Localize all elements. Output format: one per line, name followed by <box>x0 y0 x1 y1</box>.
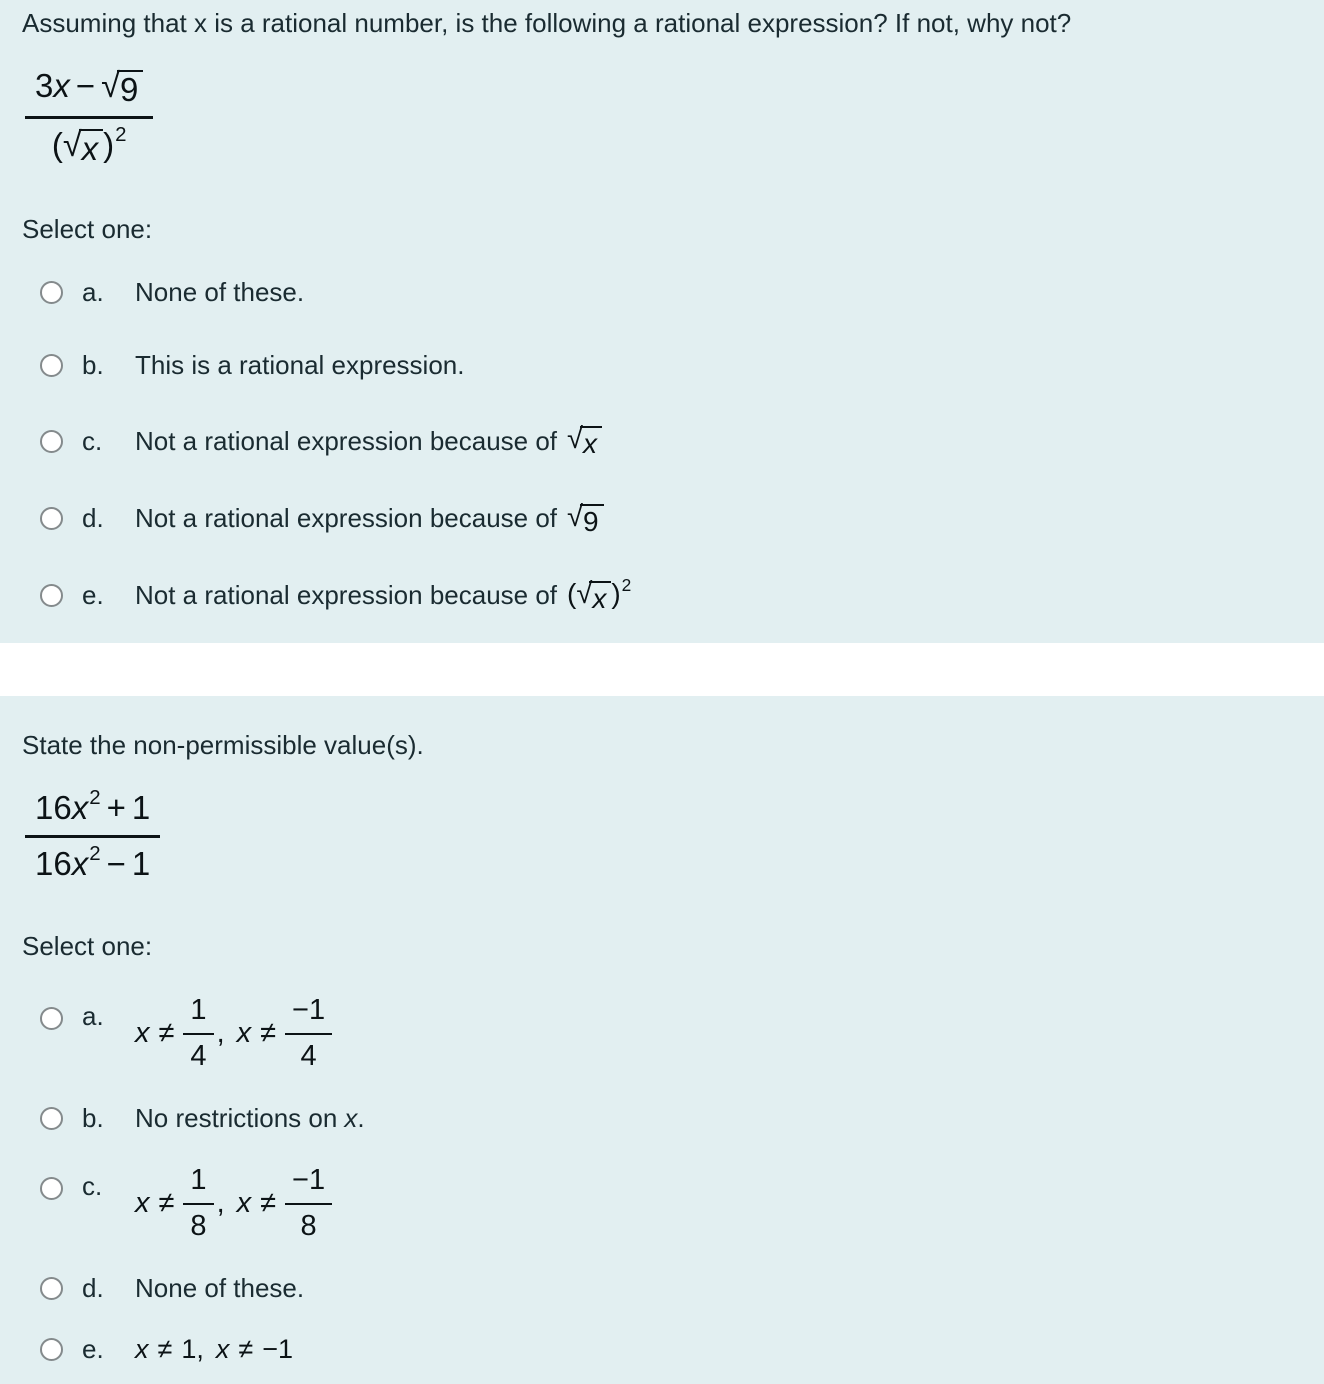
variable-x: x <box>135 1334 149 1365</box>
option-letter: c. <box>82 425 103 456</box>
fraction-denominator: 8 <box>190 1210 207 1243</box>
coefficient: 16 <box>35 789 72 827</box>
variable-x: x <box>236 1017 252 1050</box>
radio-q1-e[interactable] <box>40 584 63 607</box>
option-letter: c. <box>82 1171 103 1202</box>
variable-x: x <box>215 1334 230 1365</box>
radio-q1-a[interactable] <box>40 281 63 304</box>
radio-q1-b[interactable] <box>40 354 63 377</box>
not-equal-sign: ≠ <box>238 1334 254 1365</box>
radio-q2-d[interactable] <box>40 1277 63 1300</box>
exponent: 2 <box>621 574 632 595</box>
fraction <box>183 1164 213 1243</box>
period: . <box>357 1103 365 1134</box>
option-text: This is a rational expression. <box>135 350 465 381</box>
radical <box>576 578 611 615</box>
sqrt-x-squared-expression <box>567 574 632 615</box>
option-content <box>135 994 332 1073</box>
option-text: None of these. <box>135 1273 305 1304</box>
fraction-denominator: 4 <box>190 1040 207 1073</box>
option-letter: b. <box>82 1103 104 1134</box>
fraction-denominator: 4 <box>300 1040 317 1073</box>
radical-sign-icon: √ <box>101 67 120 106</box>
fraction-denominator: 8 <box>300 1210 317 1243</box>
radio-q1-c[interactable] <box>40 430 63 453</box>
variable-x: x <box>583 428 598 460</box>
fraction-denominator <box>25 838 160 883</box>
exponent: 2 <box>115 123 127 147</box>
not-equal-sign: ≠ <box>157 1334 173 1365</box>
radical-sign-icon: √ <box>576 578 593 611</box>
q1-option-c[interactable] <box>40 423 1302 458</box>
fraction <box>25 65 153 166</box>
q2-option-a[interactable] <box>40 994 1302 1073</box>
radicand: 9 <box>117 70 143 108</box>
value: 1, <box>181 1334 204 1365</box>
fraction-numerator <box>25 65 153 119</box>
fraction <box>285 994 332 1073</box>
fraction-numerator <box>25 787 160 838</box>
variable-x: x <box>81 129 99 167</box>
variable-x: x <box>135 1187 150 1220</box>
fraction-numerator: 1 <box>183 994 213 1035</box>
q2-option-c[interactable] <box>40 1164 1302 1243</box>
radio-q2-c[interactable] <box>40 1177 63 1200</box>
constant: 1 <box>131 845 151 883</box>
section-divider <box>0 643 1324 696</box>
option-letter: e. <box>82 580 104 611</box>
variable-x: x <box>53 67 70 105</box>
radicand: 9 <box>580 504 604 536</box>
variable-x: x <box>71 845 89 883</box>
variable-x: x <box>135 1017 150 1050</box>
q1-option-e[interactable] <box>40 574 1302 615</box>
open-paren: ( <box>51 125 63 163</box>
option-text: No restrictions on <box>135 1103 338 1134</box>
fraction-denominator <box>25 119 153 167</box>
question-2-prompt: State the non-permissible value(s). <box>22 730 424 760</box>
not-equal-sign: ≠ <box>260 1187 277 1220</box>
question-2-options <box>40 994 1302 1365</box>
fraction-numerator: 1 <box>183 1164 213 1205</box>
question-1-expression <box>25 65 1302 166</box>
option-letter: a. <box>82 277 104 308</box>
sqrt-x-expression <box>567 423 602 458</box>
fraction-numerator: −1 <box>285 1164 332 1205</box>
option-content <box>135 574 632 615</box>
variable-x: x <box>71 789 89 827</box>
select-one-label: Select one: <box>22 931 153 962</box>
option-content <box>135 1334 293 1365</box>
constant: 1 <box>131 789 151 827</box>
option-text: Not a rational expression because of <box>135 580 558 611</box>
radical-sign-icon: √ <box>567 423 584 456</box>
radio-q2-b[interactable] <box>40 1107 63 1130</box>
radical <box>62 125 103 167</box>
q2-option-d[interactable] <box>40 1273 1302 1304</box>
radicand <box>589 581 611 613</box>
option-text: None of these. <box>135 277 305 308</box>
radicand <box>79 129 104 167</box>
radical <box>567 423 602 460</box>
not-equal-sign: ≠ <box>260 1017 277 1050</box>
open-paren: ( <box>567 578 577 610</box>
radicand <box>580 426 602 458</box>
q2-option-e[interactable] <box>40 1334 1302 1365</box>
question-1-options <box>40 277 1302 613</box>
option-content <box>135 423 602 458</box>
not-equal-sign: ≠ <box>158 1187 175 1220</box>
radical <box>101 67 143 109</box>
fraction-numerator: −1 <box>285 994 332 1035</box>
select-one-label: Select one: <box>22 214 153 245</box>
coefficient: 3 <box>35 67 54 105</box>
question-2-expression <box>25 787 1302 883</box>
radio-q1-d[interactable] <box>40 507 63 530</box>
option-text: Not a rational expression because of <box>135 425 558 456</box>
coefficient: 16 <box>35 845 72 883</box>
question-2-card <box>0 696 1324 1384</box>
q1-option-a[interactable] <box>40 277 1302 308</box>
option-letter: b. <box>82 350 104 381</box>
option-letter: d. <box>82 503 104 534</box>
radio-q2-a[interactable] <box>40 1007 63 1030</box>
value: −1 <box>262 1334 293 1365</box>
fraction <box>183 994 213 1073</box>
minus-operator: − <box>75 67 96 105</box>
radical <box>567 500 604 537</box>
variable-x: x <box>236 1187 252 1220</box>
question-1-prompt: Assuming that x is a rational number, is the following a rational expression? If not, why not? <box>22 8 1072 38</box>
variable-x: x <box>344 1103 358 1134</box>
option-text: Not a rational expression because of <box>135 503 558 534</box>
close-paren: ) <box>611 578 621 610</box>
fraction <box>285 1164 332 1243</box>
fraction <box>25 787 160 883</box>
plus-operator: + <box>106 789 126 827</box>
option-content <box>135 501 604 536</box>
q1-option-b[interactable] <box>40 350 1302 381</box>
radical-sign-icon: √ <box>567 500 584 533</box>
option-content <box>135 1103 365 1134</box>
variable-x: x <box>592 583 607 615</box>
minus-operator: − <box>106 845 126 883</box>
q1-option-d[interactable] <box>40 501 1302 536</box>
comma: , <box>216 1187 225 1220</box>
comma: , <box>216 1017 225 1050</box>
sqrt-9-expression <box>567 501 604 536</box>
question-1-card <box>0 0 1324 643</box>
exponent: 2 <box>89 786 101 810</box>
option-letter: a. <box>82 1001 104 1032</box>
radio-q2-e[interactable] <box>40 1338 63 1361</box>
q2-option-b[interactable] <box>40 1103 1302 1134</box>
option-letter: d. <box>82 1273 104 1304</box>
option-letter: e. <box>82 1334 104 1365</box>
radical-sign-icon: √ <box>62 125 82 164</box>
close-paren: ) <box>103 125 115 163</box>
exponent: 2 <box>89 842 101 866</box>
option-content <box>135 1164 332 1243</box>
not-equal-sign: ≠ <box>158 1017 175 1050</box>
